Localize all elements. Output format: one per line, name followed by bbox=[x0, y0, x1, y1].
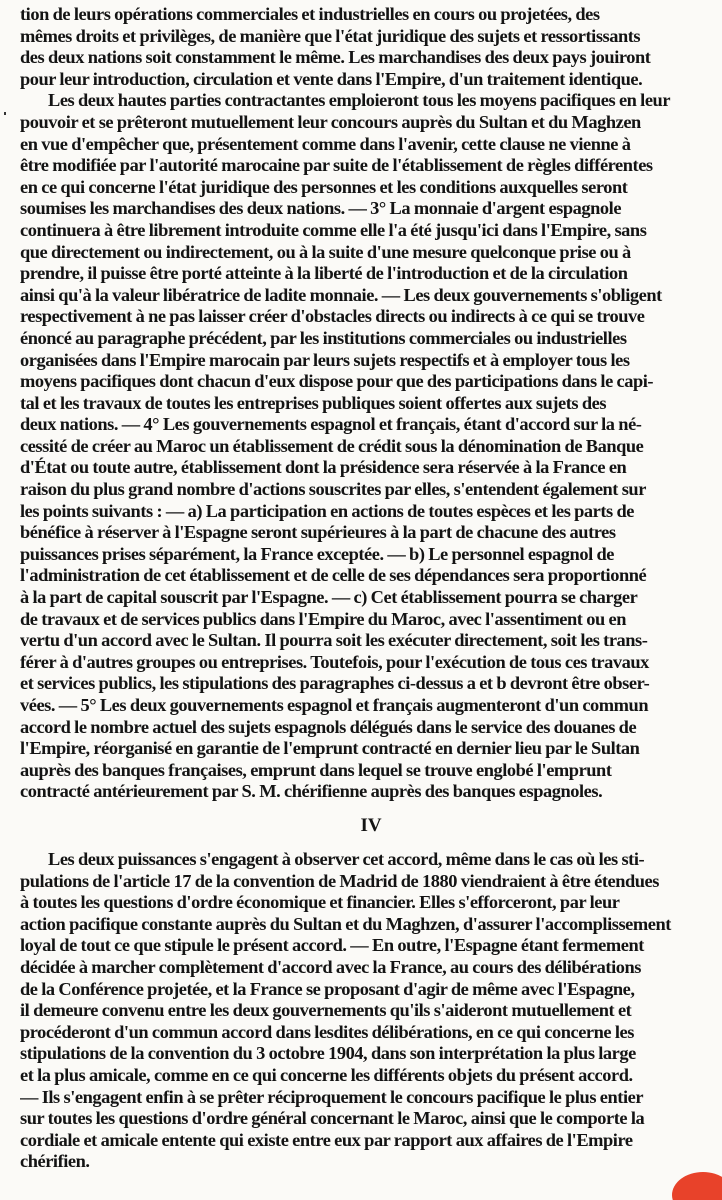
text-line: tal et les travaux de toutes les entreprises publiques soient offertes aux sujets des bbox=[20, 392, 607, 413]
text-line: raison du plus grand nombre d'actions souscrites par elles, s'entendent également sur bbox=[20, 479, 646, 500]
text-line: mêmes droits et privilèges, de manière que l'état juridique des sujets et ressortissants bbox=[20, 25, 641, 46]
text-line: vées. — 5° Les deux gouvernements espagnol et français augmenteront d'un commun bbox=[20, 695, 649, 715]
text-line: cessité de créer au Maroc un établissement de crédit sous la dénomination de Banque bbox=[20, 435, 644, 456]
text-line: puissances prises séparément, la France exceptée. — b) Le personnel espagnol de bbox=[20, 543, 614, 564]
paragraph-section-iv bbox=[20, 849, 722, 1173]
text-line: soumises les marchandises des deux nations. — 3° La monnaie d'argent espagnole bbox=[20, 198, 622, 219]
text-line: organisées dans l'Empire marocain par leurs sujets respectifs et à employer tous les bbox=[20, 349, 630, 370]
text-line: prendre, il puisse être porté atteinte à la liberté de l'introduction et de la circulation bbox=[20, 263, 628, 284]
text-line: l'Empire, réorganisé en garantie de l'emprunt contracté en dernier lieu par le Sultan bbox=[20, 738, 640, 759]
text-line: des deux nations soit constamment le même. Les marchandises des deux pays jouiront bbox=[20, 47, 651, 68]
text-line: action pacifique constante auprès du Sultan et du Maghzen, d'assurer l'accomplissement bbox=[20, 913, 671, 934]
text-line: Les deux puissances s'engagent à observer cet accord, même dans le cas où les sti- bbox=[48, 848, 645, 869]
text-line: contracté antérieurement par S. M. chérifienne auprès des banques espagnoles. bbox=[20, 781, 603, 802]
text-line: férer à d'autres groupes ou entreprises. Toutefois, pour l'exécution de tous ces travaux bbox=[20, 651, 649, 672]
text-line: et services publics, les stipulations des paragraphes ci-dessus a et b devront être obser- bbox=[20, 673, 650, 694]
text-line: en vue d'empêcher que, présentement comme dans l'avenir, cette clause ne vienne à bbox=[20, 133, 631, 154]
text-line: procéderont d'un commun accord dans lesdites délibérations, en ce qui concerne les bbox=[20, 1021, 634, 1042]
text-line: l'administration de cet établissement et de celle de ses dépendances sera proportionné bbox=[20, 565, 647, 586]
paragraph-top bbox=[20, 4, 722, 803]
text-line: vertu d'un accord avec le Sultan. Il pourra soit les exécuter directement, soit les trans- bbox=[20, 630, 648, 651]
text-line: respectivement à ne pas laisser créer d'obstacles directs ou indirects à ce qui se trouve bbox=[20, 306, 645, 327]
text-line: pulations de l'article 17 de la convention de Madrid de 1880 viendraient à être étendues bbox=[20, 870, 659, 891]
text-line: ainsi qu'à la valeur libératrice de ladite monnaie. — Les deux gouvernements s'obligent bbox=[20, 284, 662, 305]
text-line: d'État ou toute autre, établissement dont la présidence sera réservée à la France en bbox=[20, 457, 627, 478]
text-line: auprès des banques françaises, emprunt dans lequel se trouve englobé l'emprunt bbox=[20, 759, 612, 780]
text-line: décidée à marcher complètement d'accord avec la France, au cours des délibérations bbox=[20, 956, 641, 977]
text-line: cordiale et amicale entente qui existe entre eux par rapport aux affaires de l'Empire bbox=[20, 1129, 633, 1150]
text-line: — Ils s'engagent enfin à se prêter réciproquement le concours pacifique le plus entier bbox=[20, 1086, 644, 1107]
section-heading-iv: IV bbox=[360, 814, 382, 836]
text-line: accord le nombre actuel des sujets espagnols délégués dans le service des douanes de bbox=[20, 716, 637, 737]
text-line: loyal de tout ce que stipule le présent accord. — En outre, l'Espagne étant fermement bbox=[20, 935, 644, 956]
text-line: énoncé au paragraphe précédent, par les institutions commerciales ou industrielles bbox=[20, 327, 627, 348]
text-line: et la plus amicale, comme en ce qui concerne les différents objets du présent accord. bbox=[20, 1064, 633, 1085]
text-line: à toutes les questions d'ordre économique et financier. Elles s'efforceront, par leur bbox=[20, 892, 620, 913]
text-line: pouvoir et se prêteront mutuellement leur concours auprès du Sultan et du Maghzen bbox=[20, 111, 641, 132]
text-line: deux nations. — 4° Les gouvernements espagnol et français, étant d'accord sur la né- bbox=[20, 414, 642, 435]
text-line: sur toutes les questions d'ordre général concernant le Maroc, ainsi que le comporte la bbox=[20, 1108, 645, 1129]
text-line: à la part de capital souscrit par l'Espagne. — c) Cet établissement pourra se charger bbox=[20, 587, 638, 608]
text-line: pour leur introduction, circulation et vente dans l'Empire, d'un traitement identique. bbox=[20, 68, 643, 89]
text-line: bénéfice à réserver à l'Espagne seront supérieures à la part de chacune des autres bbox=[20, 522, 616, 543]
page-corner-marker bbox=[672, 1172, 722, 1200]
text-line: chérifien. bbox=[20, 1151, 90, 1172]
text-line: être modifiée par l'autorité marocaine par suite de l'établissement de règles différentes bbox=[20, 155, 653, 176]
text-line: continuera à être librement introduite comme elle l'a été jusqu'ici dans l'Empire, sans bbox=[20, 219, 647, 240]
text-line: tion de leurs opérations commerciales et industrielles en cours ou projetées, des bbox=[20, 4, 600, 24]
text-line: stipulations de la convention du 3 octobre 1904, dans son interprétation la plus large bbox=[20, 1043, 636, 1064]
text-line: les points suivants : — a) La participation en actions de toutes espèces et les parts de bbox=[20, 500, 635, 521]
text-line: moyens pacifiques dont chacun d'eux dispose pour que des participations dans le capi- bbox=[20, 371, 654, 392]
text-line: de la Conférence projetée, et la France se proposant d'agir de même avec l'Espagne, bbox=[20, 978, 635, 999]
text-line: Les deux hautes parties contractantes emploieront tous les moyens pacifiques en leur bbox=[48, 90, 671, 111]
text-line: que directement ou indirectement, ou à la suite d'une mesure quelconque prise ou à bbox=[20, 241, 631, 262]
text-line: de travaux et de services publics dans l'Empire du Maroc, avec l'assentiment ou en bbox=[20, 608, 626, 629]
margin-speck bbox=[4, 112, 6, 115]
text-line: il demeure convenu entre les deux gouvernements qu'ils s'aideront mutuellement et bbox=[20, 1000, 632, 1021]
text-line: en ce qui concerne l'état juridique des personnes et les conditions auxquelles seront bbox=[20, 176, 628, 197]
